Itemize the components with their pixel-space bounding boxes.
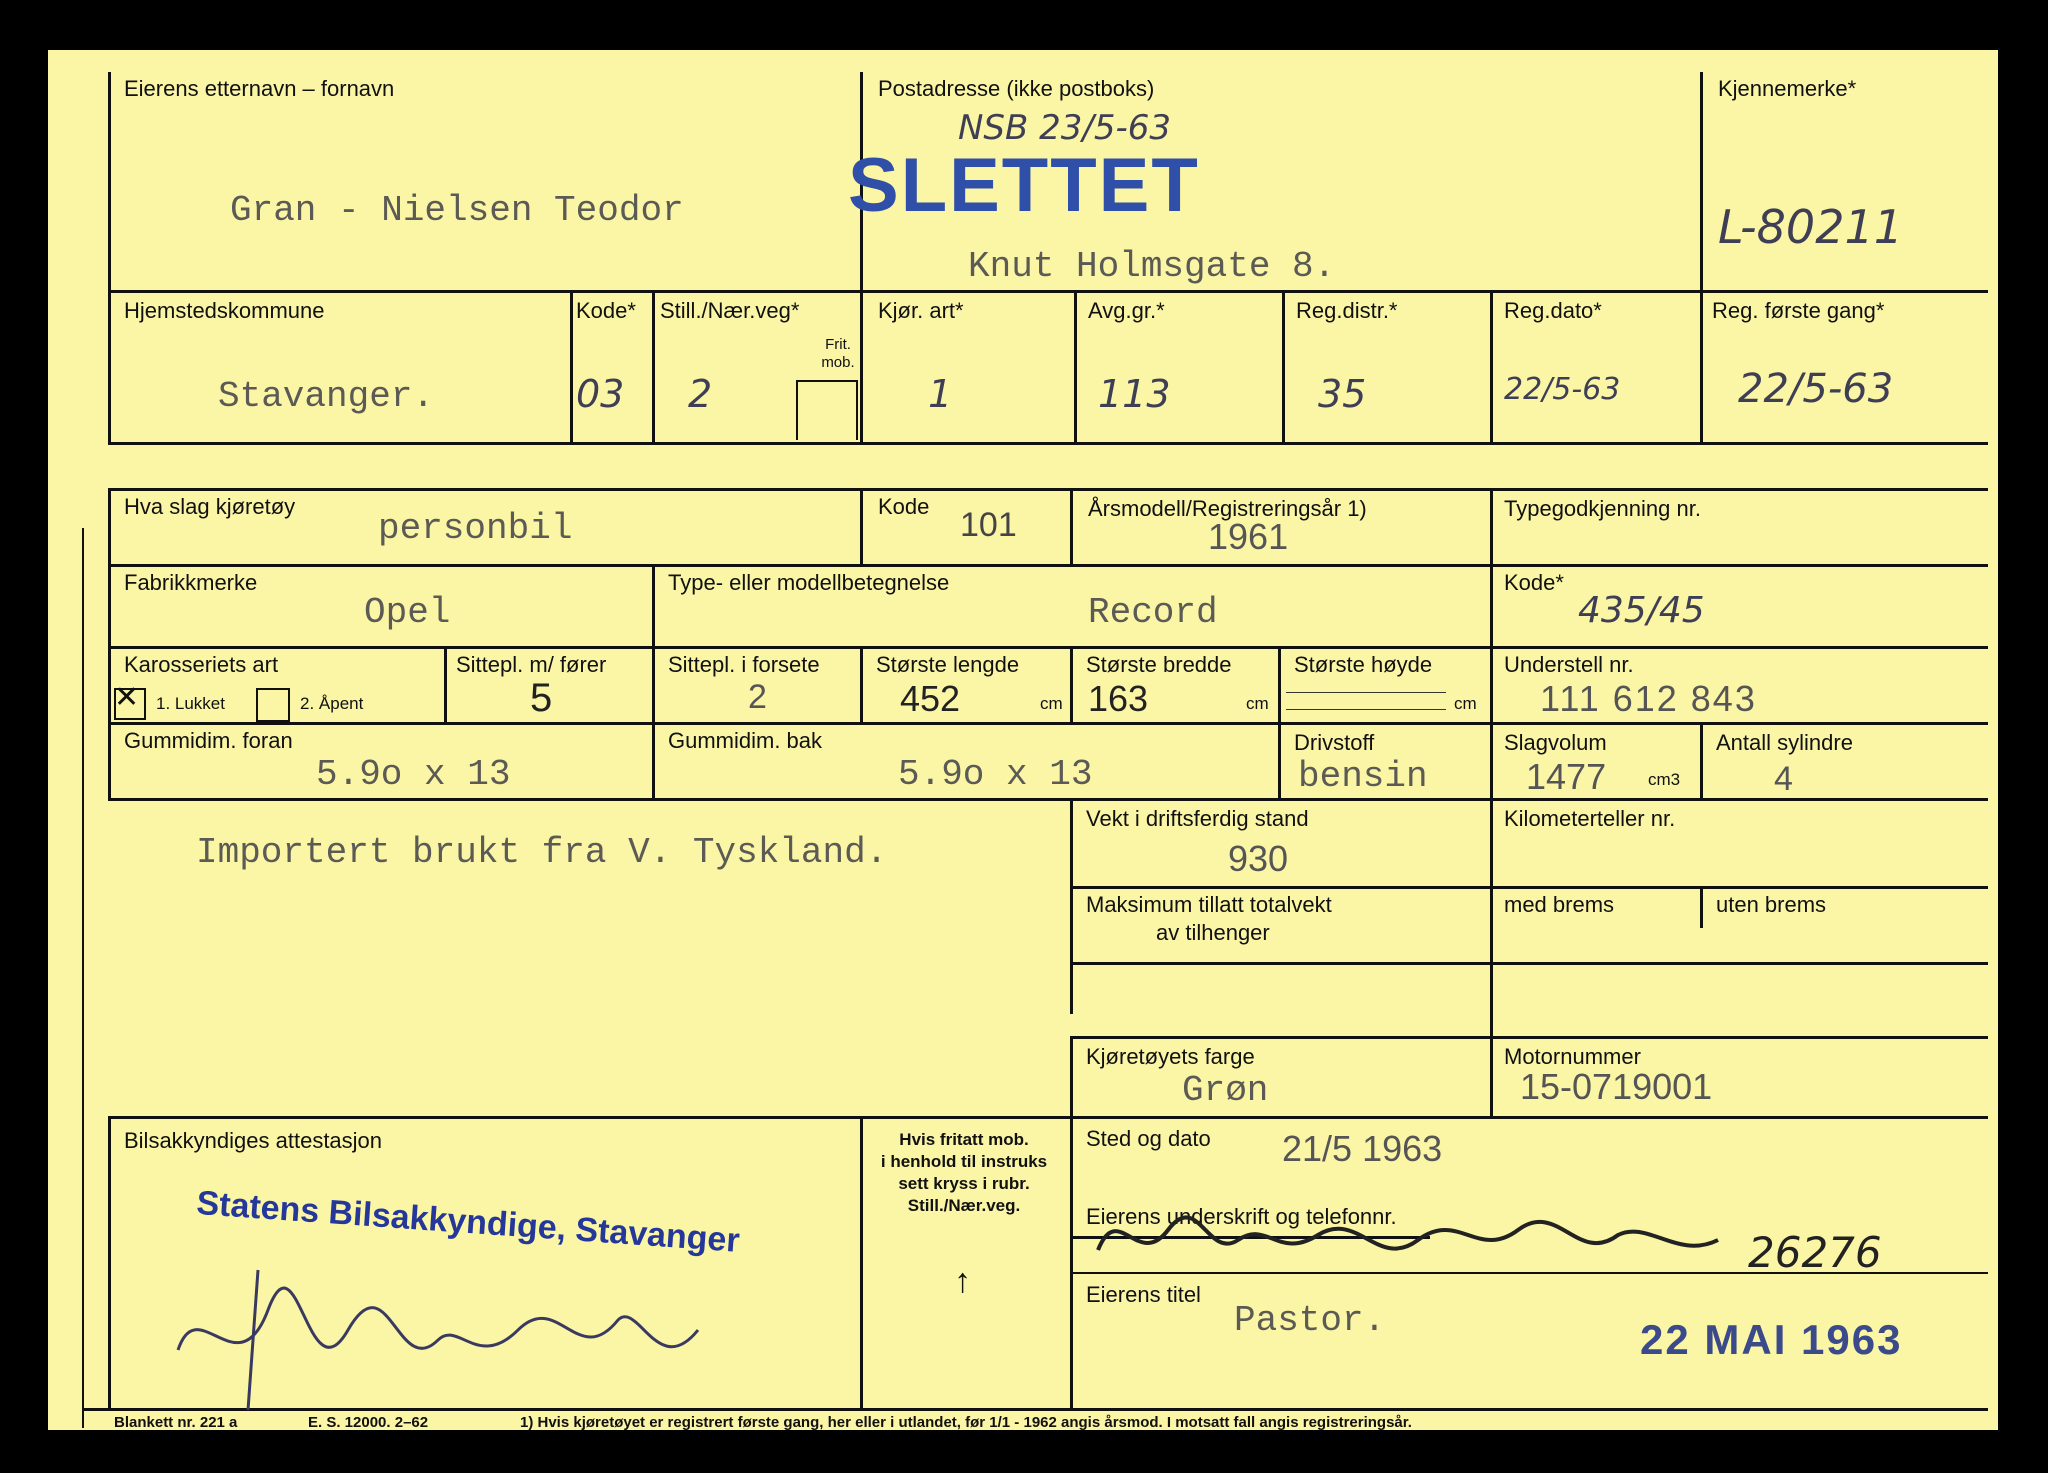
forste-value: 22/5-63 (1738, 366, 1894, 412)
length-unit: cm (1040, 694, 1063, 713)
vehicle-type-value: personbil (378, 508, 573, 549)
volume-unit: cm3 (1648, 770, 1681, 789)
divider (108, 564, 1988, 567)
vehicle-type-label: Hva slag kjøretøy (124, 494, 296, 519)
weight-label: Vekt i driftsferdig stand (1086, 806, 1309, 831)
width-unit: cm (1246, 694, 1269, 713)
divider (108, 488, 1988, 491)
divider (1070, 798, 1073, 1014)
divider (1278, 646, 1281, 800)
height-field-lines (1286, 692, 1446, 710)
reg-mark-value: L-80211 (1718, 200, 1903, 254)
divider (444, 646, 447, 724)
owner-signature (1078, 1190, 1858, 1280)
divider (1070, 886, 1988, 889)
year-label: Årsmodell/Registreringsår 1) (1088, 496, 1367, 521)
remark-text: Importert brukt fra V. Tyskland. (196, 832, 888, 873)
still-value: 2 (688, 372, 713, 416)
vehicle-code-value: 101 (960, 506, 1017, 544)
chassis-label: Understell nr. (1504, 652, 1634, 677)
height-label: Største høyde (1294, 652, 1433, 677)
divider (1700, 722, 1703, 800)
kommune-label: Hjemstedskommune (124, 298, 325, 323)
divider (1490, 290, 1493, 442)
inspector-stamp: Statens Bilsakkyndige, Stavanger (195, 1184, 741, 1260)
avg-value: 113 (1098, 372, 1171, 416)
divider (1070, 488, 1073, 566)
fuel-label: Drivstoff (1294, 730, 1375, 755)
owner-phone: 26276 (1748, 1228, 1882, 1277)
colour-value: Grøn (1182, 1070, 1269, 1111)
model-label: Type- eller modellbetegnelse (668, 570, 950, 595)
vehicle-code-label: Kode (878, 494, 930, 519)
owner-label: Eierens etternavn – fornavn (124, 76, 395, 101)
divider (860, 72, 863, 442)
year-value: 1961 (1208, 516, 1289, 557)
divider (652, 290, 655, 442)
divider (1070, 646, 1073, 724)
kommune-value: Stavanger. (218, 376, 435, 417)
width-label: Største bredde (1086, 652, 1232, 677)
divider (1070, 962, 1988, 965)
cyl-value: 4 (1774, 760, 1793, 798)
signature-label: Eierens underskrift og telefonnr. (1086, 1204, 1397, 1229)
divider (108, 442, 1988, 445)
divider (1070, 1036, 1073, 1408)
typegodk-label: Typegodkjenning nr. (1504, 496, 1701, 521)
length-label: Største lengde (876, 652, 1020, 677)
exempt-note-4: Still./Nær.veg. (907, 1196, 1021, 1215)
model-value: Record (1088, 592, 1218, 633)
arrow-up-icon: ↑ (954, 1262, 971, 1300)
attest-label: Bilsakkyndiges attestasjon (124, 1128, 383, 1153)
chassis-value: 111 612 843 (1540, 678, 1757, 719)
still-label: Still./Nær.veg* (660, 298, 800, 323)
volume-label: Slagvolum (1504, 730, 1607, 755)
kjor-label: Kjør. art* (878, 298, 964, 323)
footnote: 1) Hvis kjøretøyet er registrert første gang, her eller i utlandet, før 1/1 - 1962 angis årsmod. I motsatt fall angis registreringsår. (520, 1414, 1412, 1431)
divider (1700, 72, 1703, 442)
body-open-checkbox[interactable] (256, 688, 290, 722)
divider (652, 564, 655, 800)
divider (1700, 888, 1703, 928)
regdistr-value: 35 (1318, 372, 1367, 416)
margin-line (82, 528, 84, 1428)
divider (860, 646, 863, 724)
address-note: NSB 23/5-63 (958, 108, 1172, 148)
tyre-rear-value: 5.9o x 13 (898, 754, 1093, 795)
registration-card (48, 50, 1998, 1430)
seats-value: 5 (530, 676, 553, 720)
front-seats-label: Sittepl. i forsete (668, 652, 820, 677)
exempt-note-3: sett kryss i rubr. (898, 1174, 1030, 1193)
body-label: Karosseriets art (124, 652, 279, 677)
frit-checkbox[interactable] (796, 380, 858, 440)
print-info: E. S. 12000. 2–62 (308, 1414, 429, 1431)
place-value: 21/5 1963 (1282, 1128, 1443, 1169)
kode2-label: Kode* (1504, 570, 1564, 595)
with-brakes-label: med brems (1504, 892, 1615, 917)
seats-label: Sittepl. m/ fører (456, 652, 607, 677)
form-number: Blankett nr. 221 a (114, 1414, 238, 1431)
reg-mark-label: Kjennemerke* (1718, 76, 1857, 101)
height-unit: cm (1454, 694, 1477, 713)
divider (108, 722, 1988, 725)
divider (1074, 290, 1077, 442)
avg-label: Avg.gr.* (1088, 298, 1165, 323)
motor-value: 15-0719001 (1520, 1066, 1713, 1107)
owner-value: Gran - Nielsen Teodor (230, 190, 684, 231)
divider (108, 1116, 1988, 1119)
address-value: Knut Holmsgate 8. (968, 246, 1336, 287)
width-value: 163 (1088, 678, 1149, 719)
tyre-front-value: 5.9o x 13 (316, 754, 511, 795)
title-value: Pastor. (1234, 1300, 1386, 1341)
regdato-value: 22/5-63 (1504, 372, 1621, 407)
divider (860, 488, 863, 566)
divider (1490, 1036, 1493, 1118)
motor-label: Motornummer (1504, 1044, 1641, 1069)
inspector-signature (158, 1260, 758, 1420)
place-label: Sted og dato (1086, 1126, 1211, 1151)
divider (108, 1116, 111, 1408)
deleted-stamp: SLETTET (848, 143, 1200, 228)
divider (1282, 290, 1285, 442)
trailer-label-1: Maksimum tillatt totalvekt (1086, 892, 1332, 917)
weight-value: 930 (1228, 838, 1289, 879)
km-label: Kilometerteller nr. (1504, 806, 1676, 831)
body-closed-mark: ✕ (114, 681, 140, 714)
divider (108, 798, 1988, 801)
divider (108, 646, 1988, 649)
front-seats-value: 2 (748, 678, 767, 716)
colour-label: Kjøretøyets farge (1086, 1044, 1255, 1069)
title-label: Eierens titel (1086, 1282, 1201, 1307)
kode2-value: 435/45 (1578, 590, 1705, 631)
make-label: Fabrikkmerke (124, 570, 258, 595)
divider (108, 72, 111, 444)
kode-value: 03 (576, 372, 625, 416)
length-value: 452 (900, 678, 961, 719)
make-value: Opel (364, 592, 451, 633)
date-stamp: 22 MAI 1963 (1640, 1316, 1903, 1363)
divider (570, 290, 573, 442)
volume-value: 1477 (1526, 756, 1607, 797)
regdistr-label: Reg.distr.* (1296, 298, 1398, 323)
body-closed-label: 1. Lukket (156, 694, 225, 713)
forste-label: Reg. første gang* (1712, 298, 1885, 323)
divider (108, 488, 111, 800)
without-brakes-label: uten brems (1716, 892, 1827, 917)
cyl-label: Antall sylindre (1716, 730, 1853, 755)
divider (860, 1116, 863, 1408)
fuel-value: bensin (1298, 756, 1428, 797)
address-label: Postadresse (ikke postboks) (878, 76, 1155, 101)
frit-label: Frit. mob. (821, 336, 855, 371)
regdato-label: Reg.dato* (1504, 298, 1602, 323)
body-open-label: 2. Åpent (300, 694, 364, 713)
kjor-value: 1 (928, 372, 953, 416)
trailer-label-2: av tilhenger (1156, 920, 1270, 945)
exempt-note-1: Hvis fritatt mob. (899, 1130, 1029, 1149)
exempt-note-2: i henhold til instruks (880, 1152, 1048, 1171)
tyre-rear-label: Gummidim. bak (668, 728, 823, 753)
tyre-front-label: Gummidim. foran (124, 728, 293, 753)
kode-label: Kode* (576, 298, 636, 323)
divider (1070, 1036, 1988, 1039)
divider (108, 290, 1988, 293)
